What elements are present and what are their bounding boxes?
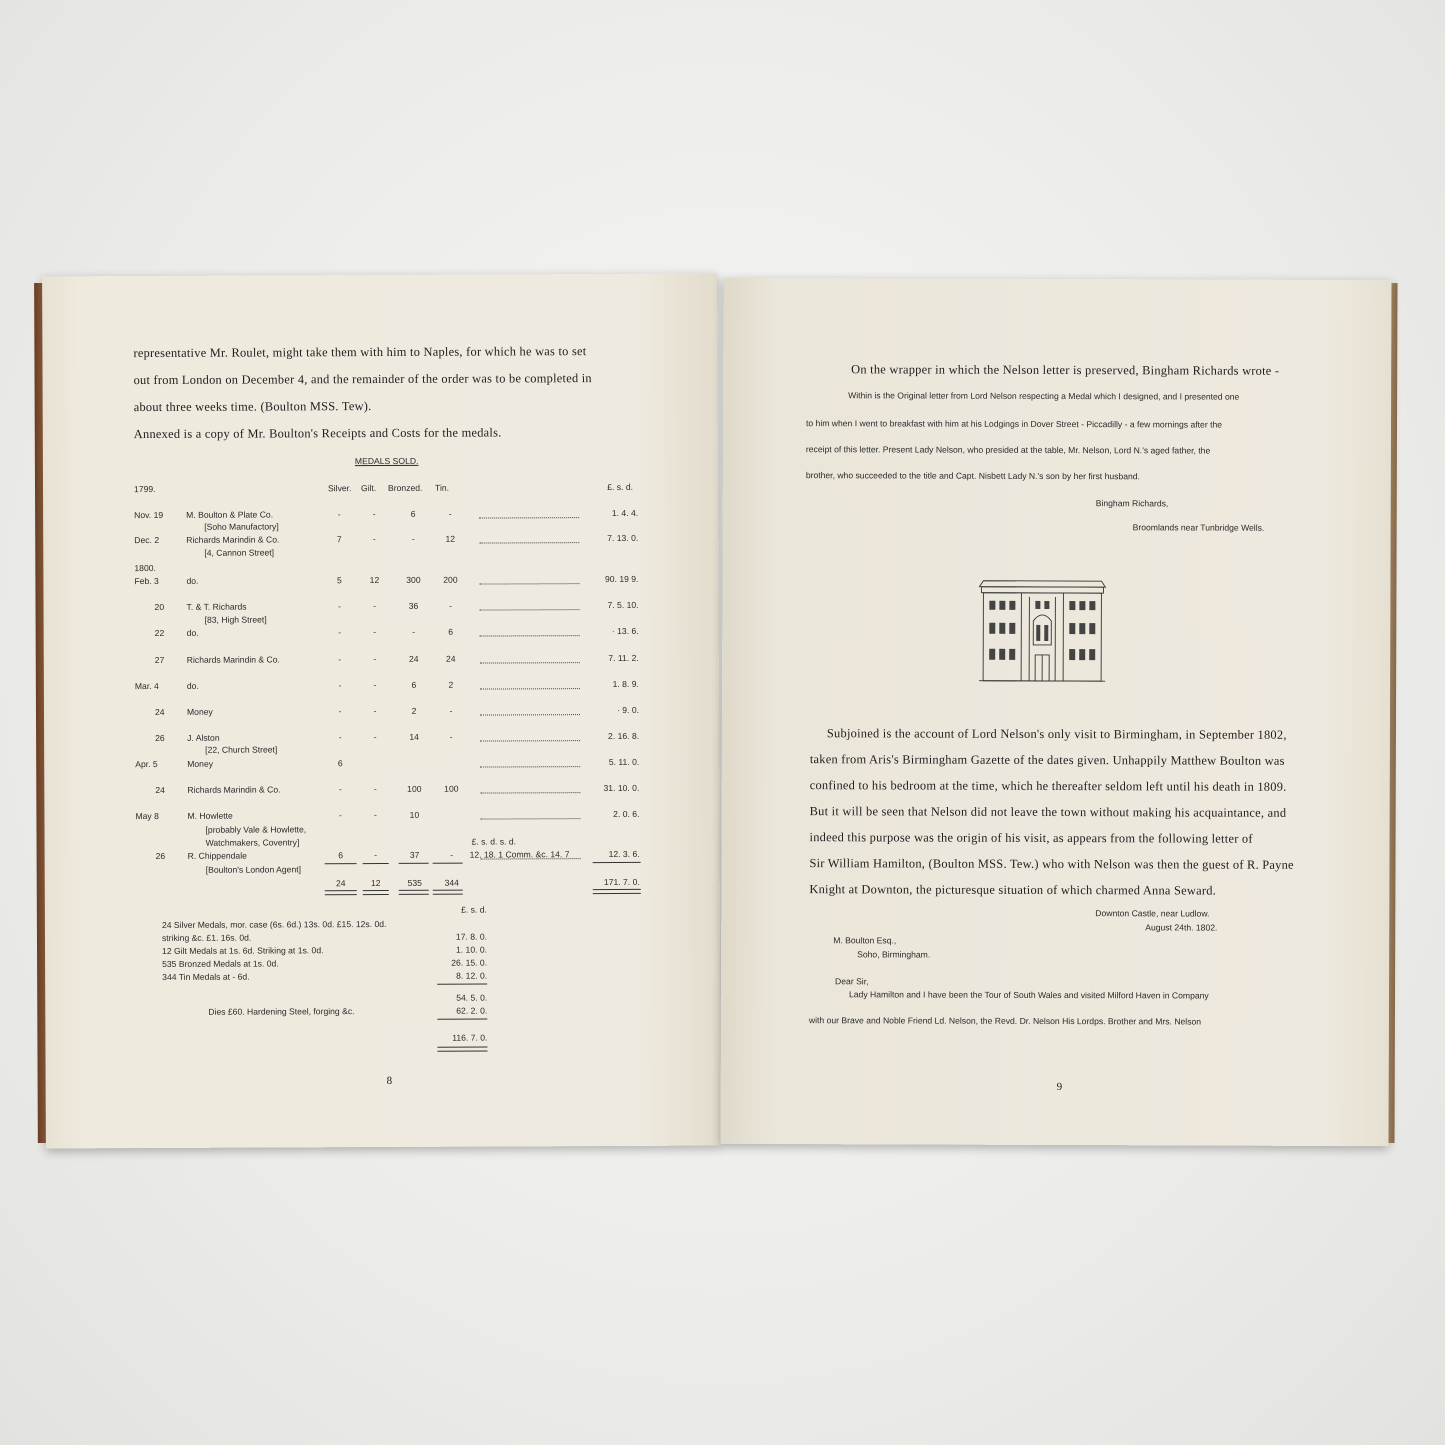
cell-tin: - <box>449 705 453 716</box>
row-name: J. Alston <box>187 732 220 743</box>
cost-amount: 1. 10. 0. <box>455 944 488 955</box>
cell-gilt: - <box>374 850 378 861</box>
header-bronzed: Bronzed. <box>388 482 423 493</box>
total-double-rule <box>433 890 463 895</box>
row-total: 90. 19 9. <box>604 573 639 585</box>
cell-bronzed: - <box>411 533 415 544</box>
cell-silver: - <box>338 680 342 691</box>
row-note: [22, Church Street] <box>205 744 278 755</box>
cell-silver: 6 <box>338 850 344 861</box>
leader-dots <box>480 714 580 715</box>
right-page <box>720 278 1391 1146</box>
leader-dots <box>480 688 580 689</box>
cell-silver: 7 <box>336 534 342 545</box>
cell-bronzed: 6 <box>411 679 417 690</box>
paragraph-line: Sir William Hamilton, (Boulton MSS. Tew.) who with Nelson was then the guest of R. Payne <box>809 856 1294 872</box>
cell-silver: - <box>338 654 342 665</box>
row-name: do. <box>186 680 199 691</box>
cell-silver: - <box>338 706 342 717</box>
cell-gilt: - <box>373 680 377 691</box>
page-number: 9 <box>1056 1081 1063 1094</box>
cost-label: striking &c. £1. 16s. 0d. <box>161 932 252 943</box>
quote-line: receipt of this letter. Present Lady Nelson, who presided at the table, Mr. Nelson, Lord N.'s aged father, the <box>805 444 1211 456</box>
row-date: May 8 <box>135 810 159 822</box>
cell-gilt: - <box>373 784 377 795</box>
paragraph-line: But it will be seen that Nelson did not leave the town without making his acquaintance, and <box>809 804 1287 820</box>
quote-line: brother, who succeeded to the title and Capt. Nisbett Lady N.'s son by her first husband. <box>805 470 1140 482</box>
row-date: 20 <box>154 601 165 612</box>
paragraph-line: Subjoined is the account of Lord Nelson's only visit to Birmingham, in September 1802, <box>826 726 1287 742</box>
row-name: do. <box>186 575 199 586</box>
header-year: 1799. <box>134 483 156 495</box>
total-sum: 171. 7. 0. <box>603 876 640 888</box>
cost-amount: 8. 12. 0. <box>456 970 488 981</box>
leader-dots <box>480 609 580 610</box>
row-name: Money <box>186 706 213 717</box>
header-silver: Silver. <box>328 483 352 494</box>
row-date: 24 <box>155 784 165 795</box>
cell-tin: - <box>448 508 452 519</box>
cell-gilt: 12 <box>369 575 380 586</box>
leader-dots <box>480 635 580 636</box>
salutation: Dear Sir, <box>835 976 869 987</box>
row-date: 24 <box>154 706 165 717</box>
row-name: Richards Marindin & Co. <box>186 534 280 545</box>
signature-name: Bingham Richards, <box>1095 498 1169 509</box>
paragraph-line: indeed this purpose was the origin of his visit, as appears from the following letter of <box>809 830 1253 846</box>
header-gilt: Gilt. <box>361 483 377 494</box>
cell-tin: - <box>449 600 453 611</box>
cost-amount: 17. 8. 0. <box>455 931 488 942</box>
cost-label: 12 Gilt Medals at 1s. 6d. Striking at 1s. 0d. <box>162 945 324 956</box>
letter-place: Downton Castle, near Ludlow. <box>1095 908 1210 919</box>
row-total: 1. 4. 4. <box>611 507 639 518</box>
cell-gilt: - <box>373 601 377 612</box>
row-date: 26 <box>155 850 166 861</box>
row-date: 1800. <box>134 562 156 574</box>
addressee-place: Soho, Birmingham. <box>857 949 931 960</box>
paragraph-line: about three weeks time. (Boulton MSS. Tew). <box>133 399 372 415</box>
row-date: Dec. 2 <box>134 534 160 546</box>
cell-bronzed: 300 <box>406 574 421 585</box>
header-tin: Tin. <box>435 482 450 493</box>
cell-bronzed: 2 <box>411 705 417 716</box>
row-total: 7. 5. 10. <box>607 599 639 611</box>
row-total: 5. 11. 0. <box>608 756 640 768</box>
total-bronzed: 535 <box>407 877 422 888</box>
table-title: MEDALS SOLD. <box>354 455 419 467</box>
cell-tin: 6 <box>448 626 454 637</box>
cell-silver: - <box>338 627 342 638</box>
annex-line: Annexed is a copy of Mr. Boulton's Receipts and Costs for the medals. <box>133 425 502 442</box>
paragraph-line: confined to his bedroom at the time, which he thereafter seldom left until his death in 1809. <box>809 778 1287 794</box>
note-header: £. s. d. s. d. <box>471 836 517 847</box>
cell-gilt: - <box>373 654 377 665</box>
letter-line: with our Brave and Noble Friend Ld. Nelson, the Revd. Dr. Nelson His Lordps. Brother and Mrs. Nelson <box>808 1015 1202 1027</box>
cell-tin: 100 <box>444 783 459 794</box>
cell-bronzed: 6 <box>410 508 416 519</box>
row-date: 22 <box>154 627 165 638</box>
cell-bronzed: 24 <box>408 653 419 664</box>
row-name: Money <box>187 758 214 769</box>
cell-silver: - <box>337 509 341 520</box>
leader-dots <box>479 517 579 518</box>
total-rule <box>399 863 429 864</box>
cell-bronzed: 37 <box>409 849 420 860</box>
row-date: Apr. 5 <box>135 758 158 770</box>
total-rule <box>593 862 641 863</box>
total-double-rule <box>399 890 429 895</box>
cell-bronzed: 14 <box>409 731 419 742</box>
cell-silver: - <box>338 601 342 612</box>
total-rule <box>325 863 357 864</box>
total-double-rule <box>593 889 641 894</box>
row-total: · 9. 0. <box>616 704 640 715</box>
dies-label: Dies £60. Hardening Steel, forging &c. <box>208 1006 355 1017</box>
letter-date: August 24th. 1802. <box>1145 922 1218 933</box>
row-date: Nov. 19 <box>134 509 164 521</box>
cell-tin: - <box>450 849 454 860</box>
row-date: Feb. 3 <box>134 575 159 587</box>
grand-total-rule <box>437 1019 487 1020</box>
total-double-rule <box>363 890 389 895</box>
quote-line: Within is the Original letter from Lord Nelson respecting a Medal which I designed, and I presented one <box>848 390 1240 402</box>
subtotal-rule <box>437 984 487 985</box>
cost-label: 24 Silver Medals, mor. case (6s. 6d.) 13s. 0d. £15. 12s. 0d. <box>161 918 387 930</box>
subtotal-amount: 54. 5. 0. <box>456 992 488 1003</box>
row-name: R. Chippendale <box>187 850 247 861</box>
paragraph-line: Knight at Downton, the picturesque situation of which charmed Anna Seward. <box>809 882 1217 898</box>
leader-dots <box>479 542 579 543</box>
row-note: [probably Vale & Howlette, <box>205 824 307 835</box>
cost-amount: 26. 15. 0. <box>451 957 488 968</box>
cell-silver: 6 <box>337 758 343 769</box>
row-name: T. & T. Richards <box>186 601 247 612</box>
leader-dots <box>480 662 580 663</box>
row-name: M. Boulton & Plate Co. <box>186 509 274 520</box>
row-note: Watchmakers, Coventry] <box>205 837 300 848</box>
total-rule <box>433 863 463 864</box>
row-note: [4, Cannon Street] <box>204 547 275 558</box>
row-date: Mar. 4 <box>134 680 159 692</box>
row-total: · 13. 6. <box>611 625 639 636</box>
row-total: 7. 11. 2. <box>608 652 639 664</box>
row-name: do. <box>186 627 199 638</box>
quote-line: to him when I went to breakfast with him at his Lodgings in Dover Street - Piccadilly - a few mornings after the <box>805 418 1223 430</box>
row-name: Richards Marindin & Co. <box>187 784 281 795</box>
cell-bronzed: - <box>412 626 416 637</box>
cell-silver: - <box>338 810 342 821</box>
cell-gilt: - <box>372 509 376 520</box>
cell-tin: 24 <box>445 653 456 664</box>
row-date: 27 <box>154 654 165 665</box>
row-note: [83, High Street] <box>204 614 267 625</box>
cost-label: 535 Bronzed Medals at 1s. 0d. <box>162 958 279 969</box>
leader-dots <box>480 766 580 767</box>
page-number: 8 <box>386 1074 393 1087</box>
total-tin: 344 <box>444 877 459 888</box>
row-note: [Soho Manufactory] <box>204 521 279 532</box>
cell-silver: - <box>338 784 342 795</box>
header-lsd: £. s. d. <box>607 481 634 493</box>
cell-silver: 5 <box>337 575 342 586</box>
row-total: 1. 8. 9. <box>612 678 639 689</box>
paragraph-line: out from London on December 4, and the remainder of the order was to be completed in <box>133 371 592 388</box>
cell-gilt: - <box>373 732 377 743</box>
row-total: 2. 16. 8. <box>608 730 640 742</box>
cell-tin: 12 <box>445 533 456 544</box>
dies-amount: 62. 2. 0. <box>456 1005 488 1016</box>
total-rule <box>363 863 389 864</box>
row-total: 31. 10. 0. <box>603 782 640 794</box>
leader-dots <box>479 583 579 584</box>
grand-total: 116. 7. 0. <box>452 1032 488 1043</box>
cell-gilt: - <box>373 627 377 638</box>
cell-tin: 2 <box>448 679 454 690</box>
row-total: 2. 0. 6. <box>613 808 640 819</box>
paragraph-line: representative Mr. Roulet, might take them with him to Naples, for which he was to set <box>133 344 587 361</box>
letter-line: Lady Hamilton and I have been the Tour of South Wales and visited Milford Haven in Company <box>848 989 1209 1001</box>
cell-gilt: - <box>372 534 376 545</box>
cell-tin: 200 <box>443 574 458 585</box>
leader-dots <box>480 792 580 793</box>
note-amount: 12. 18. 1 Comm. &c. 14. 7 <box>469 849 570 860</box>
total-silver: 24 <box>335 878 346 889</box>
left-page <box>42 274 721 1149</box>
cell-gilt: - <box>373 810 377 821</box>
cell-bronzed: 100 <box>407 783 422 794</box>
addressee-name: M. Boulton Esq., <box>833 935 897 946</box>
row-date: 26 <box>155 732 165 743</box>
row-total: 12. 3. 6. <box>608 848 640 860</box>
cost-label: 344 Tin Medals at - 6d. <box>162 971 250 982</box>
cell-gilt: - <box>373 706 377 717</box>
row-name: M. Howlette <box>187 810 233 821</box>
cell-bronzed: 10 <box>409 809 420 820</box>
cell-bronzed: 36 <box>408 600 419 611</box>
signature-place: Broomlands near Tunbridge Wells. <box>1132 522 1265 533</box>
costs-header: £. s. d. <box>461 904 487 915</box>
row-name: Richards Marindin & Co. <box>186 654 280 665</box>
total-gilt: 12 <box>370 878 381 889</box>
building-engraving <box>977 575 1107 685</box>
paragraph-line: taken from Aris's Birmingham Gazette of the dates given. Unhappily Matthew Boulton was <box>809 752 1285 768</box>
leader-dots <box>480 818 580 819</box>
intro-line: On the wrapper in which the Nelson letter is preserved, Bingham Richards wrote - <box>851 362 1280 378</box>
leader-dots <box>480 740 580 741</box>
cell-tin: - <box>449 731 453 742</box>
row-note: [Boulton's London Agent] <box>205 864 302 875</box>
cell-silver: - <box>338 732 342 743</box>
total-double-rule <box>325 890 357 895</box>
grand-total-double-rule <box>437 1047 487 1052</box>
row-total: 7. 13. 0. <box>607 532 639 544</box>
